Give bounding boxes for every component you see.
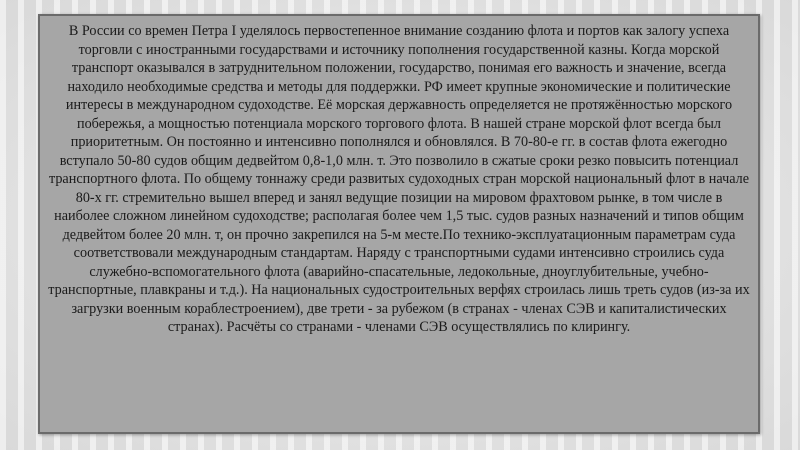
text-panel	[38, 14, 760, 434]
body-text: В России со времен Петра I уделялось первостепенное внимание созданию флота и портов как залогу успеха торговли с иностранными государствами и источнику пополнения государственной казны. Когда морской транспорт оказывался в затруднительном положении, государство, понимая его важность и значение, всегда находило необходимые средства и методы для поддержки. РФ имеет крупные экономические и политические интересы в международном судоходстве. Её морская державность определяется не протяжённостью морского побережья, а мощностью потенциала морского торгового флота. В нашей стране морской флот всегда был приоритетным. Он постоянно и интенсивно пополнялся и обновлялся. В 70-80-е гг. в состав флота ежегодно вступало 50-80 судов общим дедвейтом 0,8-1,0 млн. т. Это позволило в сжатые сроки резко повысить потенциал транспортного флота. По общему тоннажу среди развитых судоходных стран морской национальный флот в начале 80-х гг. стремительно вышел вперед и занял ведущие позиции на мировом фрахтовом рынке, в том числе в наиболее сложном линейном судоходстве; располагая более чем 1,5 тыс. судов разных назначений и типов общим дедвейтом более 20 млн. т, он прочно закрепился на 5-м месте.По технико-эксплуатационным параметрам суда соответствовали международным стандартам. Наряду с транспортными судами интенсивно строились суда служебно-вспомогательного флота (аварийно-спасательные, ледокольные, дноуглубительные, учебно-транспортные, плавкраны и т.д.). На национальных судостроительных верфях строилась лишь треть судов (из-за их загрузки военным кораблестроением), две трети - за рубежом (в странах - членах СЭВ и капиталистических странах). Расчёты со странами - членами СЭВ осуществлялись по клирингу.	[48, 23, 750, 335]
